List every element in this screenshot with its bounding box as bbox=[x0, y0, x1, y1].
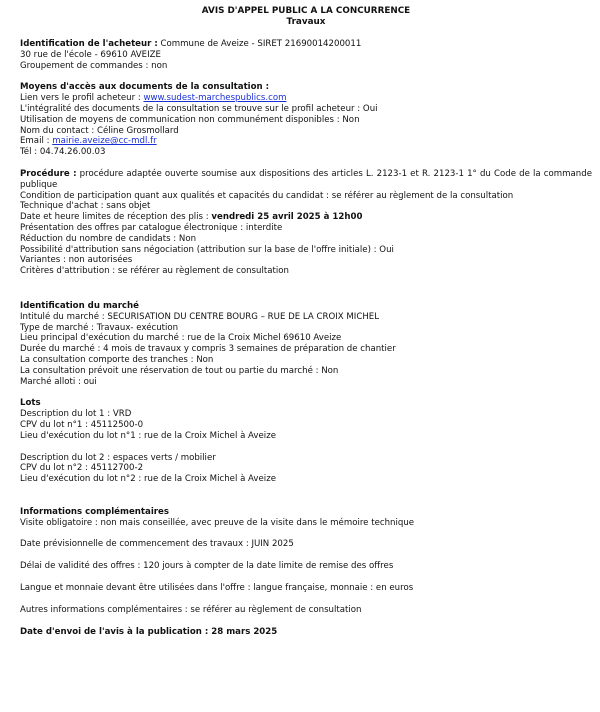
deadline-line bbox=[20, 212, 592, 223]
procedure-label: Procédure : bbox=[20, 168, 77, 179]
contact-email-line bbox=[20, 136, 592, 147]
notice-subtitle: Travaux bbox=[286, 17, 326, 27]
communication-means: Utilisation de moyens de communication non communément disponibles : Non bbox=[20, 114, 360, 125]
contact-name: Nom du contact : Céline Grosmollard bbox=[20, 125, 179, 136]
buyer-profile-label: Lien vers le profil acheteur : bbox=[20, 93, 144, 104]
lot1-location: Lieu d'exécution du lot n°1 : rue de la Croix Michel à Aveize bbox=[20, 430, 276, 441]
buyer-profile-line bbox=[20, 93, 592, 104]
market-location: Lieu principal d'exécution du marché : rue de la Croix Michel 69610 Aveize bbox=[20, 333, 342, 344]
market-title: Intitulé du marché : SECURISATION DU CENTRE BOURG – RUE DE LA CROIX MICHEL bbox=[20, 311, 379, 322]
contact-email-link[interactable]: mairie.aveize@cc-mdl.fr bbox=[52, 136, 157, 147]
mandatory-visit: Visite obligatoire : non mais conseillée, avec preuve de la visite dans le mémoire technique bbox=[20, 517, 415, 528]
buyer-line bbox=[20, 39, 592, 50]
buyer-label: Identification de l'acheteur : bbox=[20, 39, 158, 49]
buyer-value: Commune de Aveize - SIRET 21690014200011 bbox=[157, 39, 362, 49]
deadline-label: Date et heure limites de réception des plis : bbox=[20, 212, 212, 223]
lot2-location: Lieu d'exécution du lot n°2 : rue de la Croix Michel à Aveize bbox=[20, 474, 276, 485]
contact-email-label: Email : bbox=[20, 136, 53, 147]
market-tranches: La consultation comporte des tranches : Non bbox=[20, 354, 214, 365]
other-info: Autres informations complémentaires : se référer au règlement de consultation bbox=[20, 604, 362, 615]
lot2-cpv: CPV du lot n°2 : 45112700-2 bbox=[20, 463, 144, 474]
award-criteria: Critères d'attribution : se référer au règlement de consultation bbox=[20, 266, 289, 277]
attribution-without-negotiation: Possibilité d'attribution sans négociation (attribution sur la base de l'offre initiale) : Oui bbox=[20, 244, 394, 255]
deadline-value: vendredi 25 avril 2025 à 12h00 bbox=[211, 212, 363, 223]
publication-date: Date d'envoi de l'avis à la publication : 28 mars 2025 bbox=[20, 626, 278, 637]
notice-title: AVIS D'APPEL PUBLIC A LA CONCURRENCE bbox=[201, 6, 411, 16]
buyer-address: 30 rue de l'école - 69610 AVEIZE bbox=[20, 49, 161, 60]
procedure-text: procédure adaptée ouverte soumise aux dispositions des articles L. 2123-1 et R. 2123-1 1° du Code de la commande publique bbox=[20, 168, 592, 190]
market-heading: Identification du marché bbox=[20, 300, 139, 311]
lots-heading: Lots bbox=[20, 398, 41, 409]
procedure-paragraph bbox=[20, 169, 592, 191]
market-reservation: La consultation prévoit une réservation de tout ou partie du marché : Non bbox=[20, 365, 339, 376]
participation-condition: Condition de participation quant aux qualités et capacités du candidat : se référer au règlement de la consultation bbox=[20, 190, 514, 201]
buyer-profile-link[interactable]: www.sudest-marchespublics.com bbox=[143, 93, 287, 104]
additional-info-heading: Informations complémentaires bbox=[20, 506, 169, 517]
lot1-cpv: CPV du lot n°1 : 45112500-0 bbox=[20, 419, 144, 430]
lot1-description: Description du lot 1 : VRD bbox=[20, 409, 132, 420]
candidates-reduction: Réduction du nombre de candidats : Non bbox=[20, 233, 197, 244]
market-type: Type de marché : Travaux- exécution bbox=[20, 322, 179, 333]
access-heading: Moyens d'accès aux documents de la consultation : bbox=[20, 82, 270, 93]
catalogue-presentation: Présentation des offres par catalogue électronique : interdite bbox=[20, 222, 283, 233]
notice-document bbox=[20, 6, 592, 637]
buyer-grouping: Groupement de commandes : non bbox=[20, 60, 168, 71]
offer-validity: Délai de validité des offres : 120 jours à compter de la date limite de remise des offres bbox=[20, 561, 394, 572]
market-duration: Durée du marché : 4 mois de travaux y compris 3 semaines de préparation de chantier bbox=[20, 344, 396, 355]
contact-phone: Tél : 04.74.26.00.03 bbox=[20, 147, 106, 158]
language-currency: Langue et monnaie devant être utilisées dans l'offre : langue française, monnaie : en euros bbox=[20, 583, 414, 594]
start-date: Date prévisionnelle de commencement des travaux : JUIN 2025 bbox=[20, 539, 294, 550]
lot2-description: Description du lot 2 : espaces verts / mobilier bbox=[20, 452, 216, 463]
purchase-technique: Technique d'achat : sans objet bbox=[20, 201, 151, 212]
variants: Variantes : non autorisées bbox=[20, 255, 133, 266]
documents-availability: L'intégralité des documents de la consultation se trouve sur le profil acheteur : Oui bbox=[20, 103, 378, 114]
market-allotment: Marché alloti : oui bbox=[20, 376, 97, 387]
